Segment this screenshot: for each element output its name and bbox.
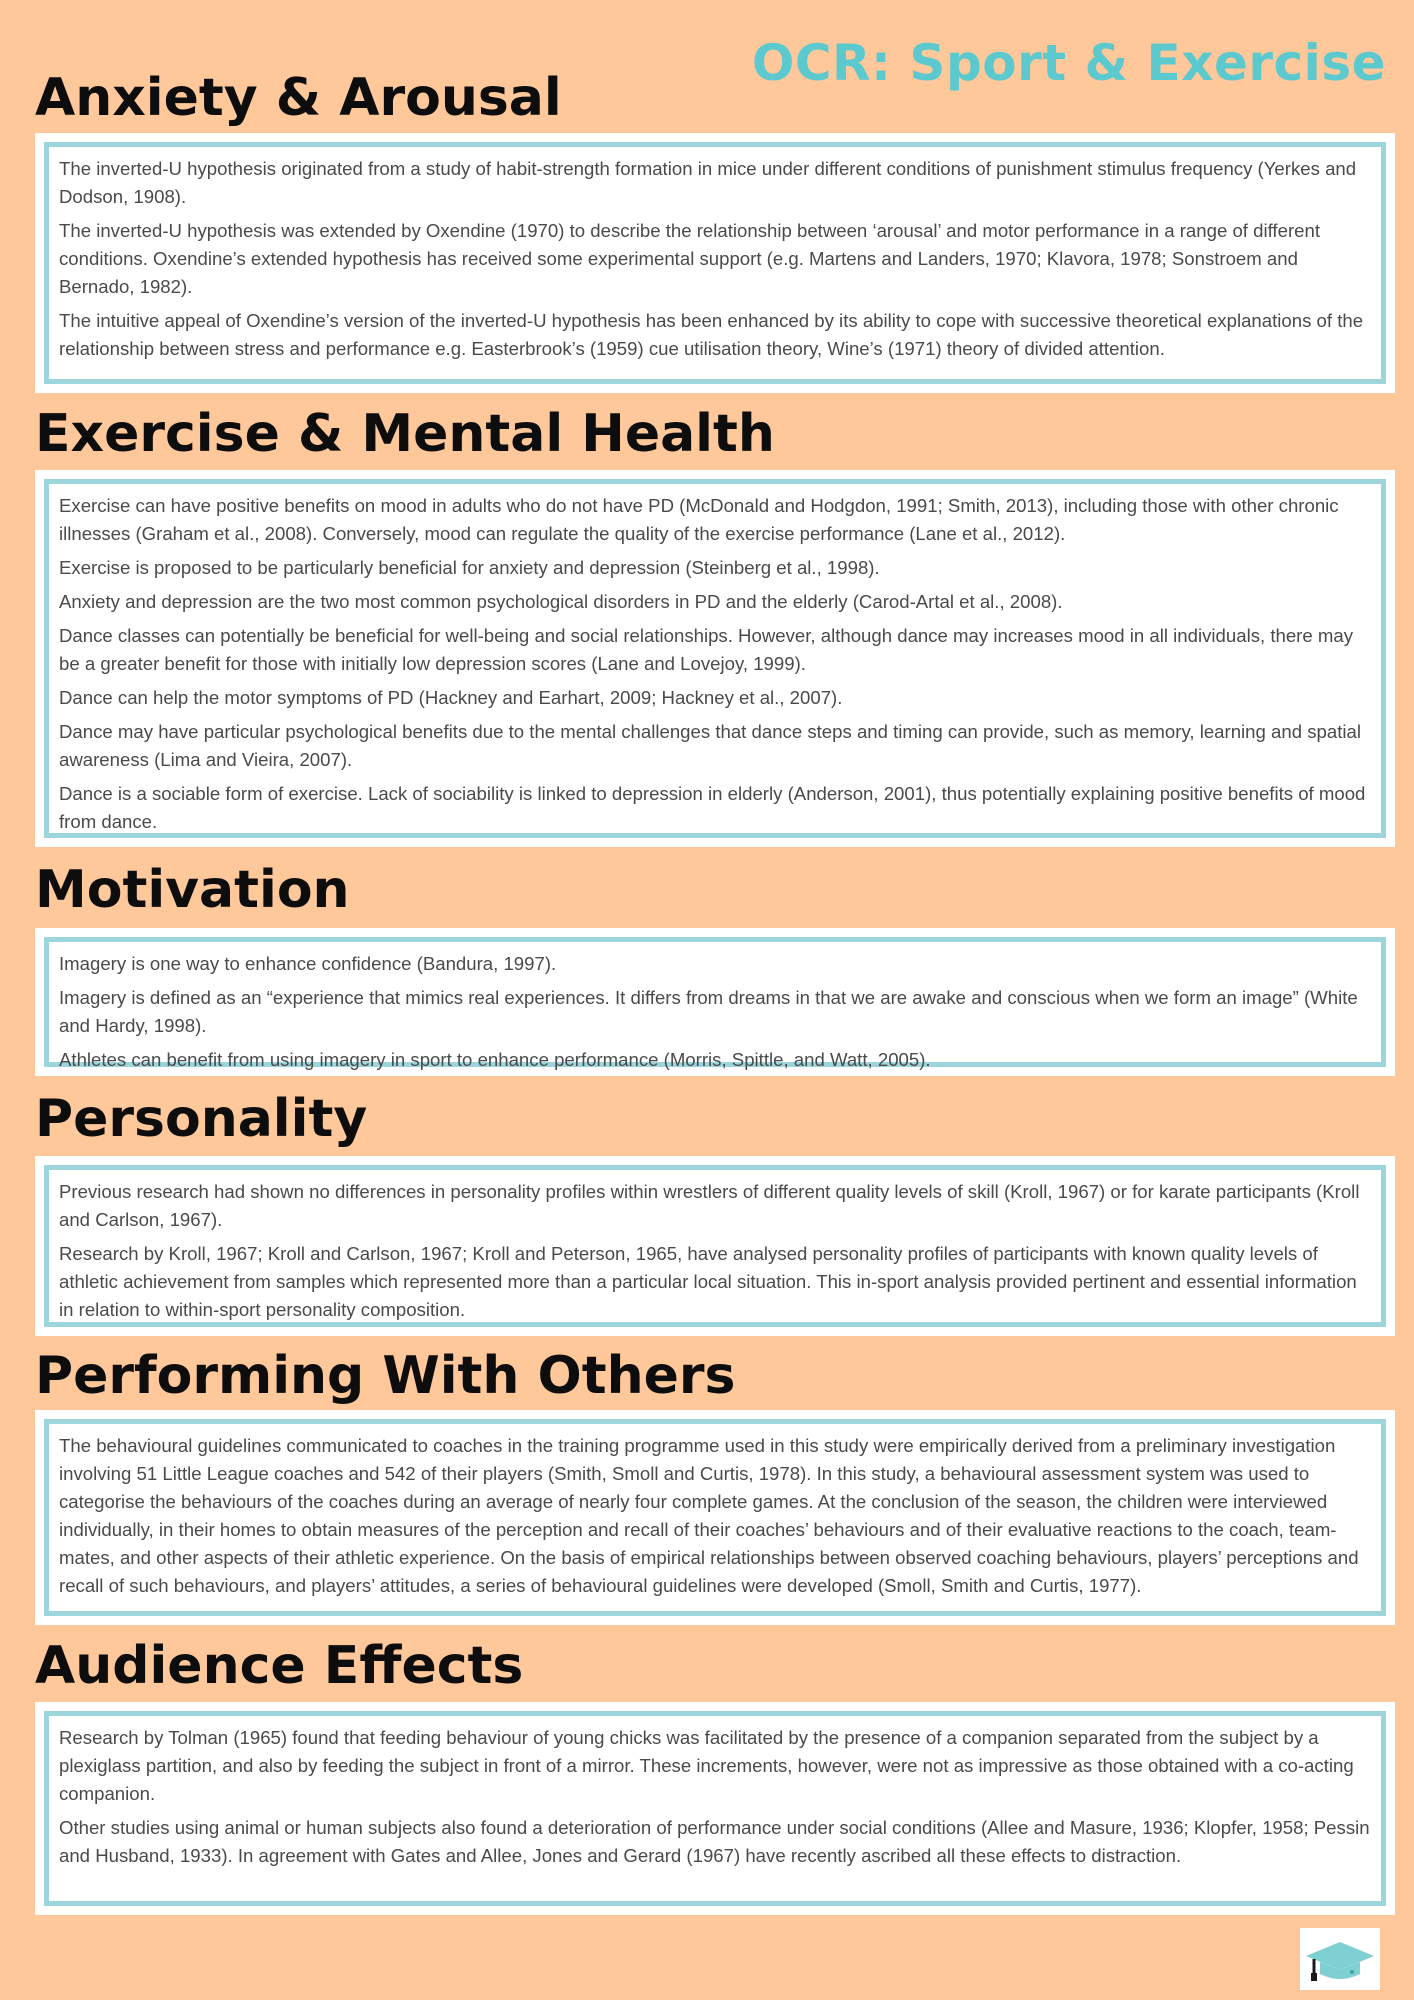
- section-card-frame: [44, 1165, 1386, 1327]
- section-card-anxiety-arousal: [35, 133, 1395, 393]
- logo: [1300, 1928, 1380, 1990]
- paragraph: Dance classes can potentially be beneficial for well-being and social relationships. However, although dance may increases mood in all individuals, there may be a greater benefit for those with initially low depression scores (Lane and Lovejoy, 1999).: [59, 625, 1354, 674]
- paragraph: Research by Kroll, 1967; Kroll and Carlson, 1967; Kroll and Peterson, 1965, have analysed personality profiles of participants with known quality levels of athletic achievement from samples which represented more than a particular local situation. This in-sport analysis provided pertinent and essential information in relation to within-sport personality composition.: [59, 1243, 1357, 1320]
- paragraph: Athletes can benefit from using imagery in sport to enhance performance (Morris, Spittle, and Watt, 2005).: [59, 1049, 931, 1070]
- paragraph: Anxiety and depression are the two most common psychological disorders in PD and the elderly (Carod-Artal et al., 2008).: [59, 591, 1063, 612]
- section-heading-performing-with-others: Performing With Others: [35, 1346, 736, 1406]
- paragraph: Dance can help the motor symptoms of PD (Hackney and Earhart, 2009; Hackney et al., 2007).: [59, 687, 843, 708]
- section-card-audience-effects: [35, 1702, 1395, 1915]
- paragraph: Imagery is one way to enhance confidence (Bandura, 1997).: [59, 953, 557, 974]
- section-card-frame: [44, 1711, 1386, 1906]
- paragraph: Imagery is defined as an “experience that mimics real experiences. It differs from dreams in that we are awake and conscious when we form an image” (White and Hardy, 1998).: [59, 987, 1358, 1036]
- paragraph: Dance is a sociable form of exercise. Lack of sociability is linked to depression in elderly (Anderson, 2001), thus potentially explaining positive benefits of mood from dance.: [59, 783, 1366, 832]
- paragraph: Previous research had shown no differences in personality profiles within wrestlers of different quality levels of skill (Kroll, 1967) or for karate participants (Kroll and Carlson, 1967).: [59, 1181, 1360, 1230]
- section-card-frame: [44, 1419, 1386, 1616]
- brand-title: OCR: Sport & Exercise: [751, 34, 1386, 92]
- paragraph: The behavioural guidelines communicated to coaches in the training programme used in this study were empirically derived from a preliminary investigation involving 51 Little League coaches and 542 of their players (Smith, Smoll and Curtis, 1978). In this study, a behavioural assessment system was used to categorise the behaviours of the coaches during an average of nearly four complete games. At the conclusion of the season, the children were interviewed individually, in their homes to obtain measures of the perception and recall of their coaches’ behaviours and of their evaluative reactions to the coach, team-mates, and other aspects of their athletic experience. On the basis of empirical relationships between observed coaching behaviours, players’ perceptions and recall of such behaviours, and players’ attitudes, a series of behavioural guidelines were developed (Smoll, Smith and Curtis, 1977).: [59, 1435, 1359, 1596]
- paragraph: Research by Tolman (1965) found that feeding behaviour of young chicks was facilitated by the presence of a companion separated from the subject by a plexiglass partition, and also by feeding the subject in front of a mirror. These increments, however, were not as impressive as those obtained with a co-acting companion.: [59, 1727, 1354, 1804]
- paragraph: The intuitive appeal of Oxendine’s version of the inverted-U hypothesis has been enhanced by its ability to cope with successive theoretical explanations of the relationship between stress and performance e.g. Easterbrook’s (1959) cue utilisation theory, Wine’s (1971) theory of divided attention.: [59, 310, 1364, 359]
- section-heading-personality: Personality: [35, 1089, 368, 1149]
- paragraph: Exercise can have positive benefits on mood in adults who do not have PD (McDonald and Hodgdon, 1991; Smith, 2013), including those with other chronic illnesses (Graham et al., 2008). Conversely, mood can regulate the quality of the exercise performance (Lane et al., 2012).: [59, 495, 1339, 544]
- section-card-frame: [44, 142, 1386, 384]
- section-card-personality: [35, 1156, 1395, 1336]
- section-card-frame: [44, 479, 1386, 838]
- section-heading-audience-effects: Audience Effects: [35, 1636, 524, 1696]
- paragraph: The inverted-U hypothesis originated from a study of habit-strength formation in mice under different conditions of punishment stimulus frequency (Yerkes and Dodson, 1908).: [59, 158, 1357, 207]
- paragraph: Exercise is proposed to be particularly beneficial for anxiety and depression (Steinberg et al., 1998).: [59, 557, 880, 578]
- section-card-performing-with-others: [35, 1410, 1395, 1625]
- paragraph: The inverted-U hypothesis was extended by Oxendine (1970) to describe the relationship between ‘arousal’ and motor performance in a range of different conditions. Oxendine’s extended hypothesis has received some experimental support (e.g. Martens and Landers, 1970; Klavora, 1978; Sonstroem and Bernado, 1982).: [59, 220, 1320, 297]
- graduation-cap-icon: [1300, 1928, 1380, 1990]
- paragraph: Dance may have particular psychological benefits due to the mental challenges that dance steps and timing can provide, such as memory, learning and spatial awareness (Lima and Vieira, 2007).: [59, 721, 1361, 770]
- section-heading-exercise-mental-health: Exercise & Mental Health: [35, 404, 775, 464]
- section-card-motivation: [35, 928, 1395, 1076]
- section-heading-anxiety-arousal: Anxiety & Arousal: [35, 68, 562, 128]
- paragraph: Other studies using animal or human subjects also found a deterioration of performance under social conditions (Allee and Masure, 1936; Klopfer, 1958; Pessin and Husband, 1933). In agreement with Gates and Allee, Jones and Gerard (1967) have recently ascribed all these effects to distraction.: [59, 1817, 1370, 1866]
- section-card-frame: [44, 937, 1386, 1070]
- section-card-exercise-mental-health: [35, 470, 1395, 847]
- section-heading-motivation: Motivation: [35, 860, 350, 920]
